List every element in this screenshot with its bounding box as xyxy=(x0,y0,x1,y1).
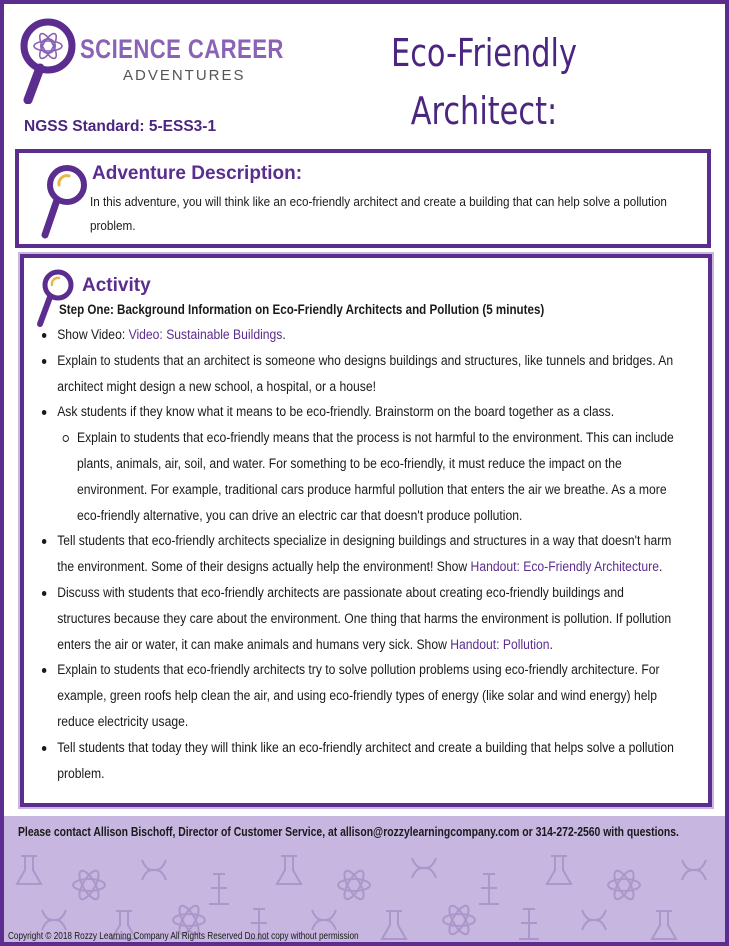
activity-bullet xyxy=(32,348,678,400)
activity-box xyxy=(20,254,712,807)
adventure-description-box xyxy=(15,149,711,248)
activity-bullet xyxy=(32,580,678,657)
adventure-description-text: In this adventure, you will think like an eco-friendly architect and create a building that can help solve a pollution problem. xyxy=(90,194,667,233)
step-one-heading: Step One: Background Information on Eco-Friendly Architects and Pollution (5 minutes) xyxy=(59,302,545,317)
activity-bullet xyxy=(32,322,678,348)
copyright: Copyright © 2018 Rozzy Learning Company All Rights Reserved Do not copy without permission xyxy=(8,931,359,942)
resource-link[interactable]: Video: Sustainable Buildings xyxy=(128,327,283,342)
activity-bullet xyxy=(32,528,678,580)
bullet-text: Show Video: xyxy=(57,327,129,342)
resource-link[interactable]: Handout: Eco-Friendly Architecture xyxy=(470,559,659,575)
page-title-line-1: Eco-Friendly Architect: xyxy=(391,31,577,133)
resource-link[interactable]: Handout: Pollution xyxy=(450,636,550,652)
ngss-standard: NGSS Standard: 5-ESS3-1 xyxy=(24,118,217,135)
bullet-text: Explain to students that eco-friendly means that the process is not harmful to the environment. This can include plants, animals, air, soil, and water. For something to be eco-friendly, it must reduce the impact on the environment. For example, traditional cars produce harmful pollution that enters the air we breathe. As a more eco-friendly alternative, you can drive an electric car that doesn't produce pollution. xyxy=(77,430,674,523)
activity-bullet xyxy=(32,735,678,787)
activity-bullet xyxy=(32,657,678,734)
adventure-description-heading: Adventure Description: xyxy=(92,163,303,184)
bullet-text: Explain to students that eco-friendly architects try to solve pollution problems using eco-friendly architecture. For example, green roofs help clean the air, and using eco-friendly types of energy (like solar and wind energy) help reduce electricity usage. xyxy=(57,662,660,729)
bullet-punctuation: . xyxy=(282,327,286,342)
activity-bullet xyxy=(32,399,678,425)
magnifier-logo-icon xyxy=(18,16,84,104)
bullet-punctuation: . xyxy=(549,636,553,652)
activity-list xyxy=(32,322,678,786)
contact-info: Please contact Allison Bischoff, Director of Customer Service, at allison@rozzylearningcompany.com or 314-272-2560 with questions. xyxy=(18,824,679,839)
logo-subtitle: ADVENTURES xyxy=(123,67,246,84)
magnifier-icon xyxy=(36,268,76,328)
activity-sub-bullet xyxy=(32,425,678,528)
science-pattern-background xyxy=(4,840,725,942)
bullet-text: Discuss with students that eco-friendly architects are passionate about creating eco-friendly buildings and structures because they care about the environment. One thing that harms the environment is pollution. If pollution enters the air or water, it can make animals and humans very sick. Show xyxy=(57,584,672,652)
bullet-punctuation: . xyxy=(658,559,663,575)
logo-title: SCIENCE CAREER xyxy=(80,34,284,64)
bullet-text: Tell students that eco-friendly architects specialize in designing buildings and structures in a way that doesn't harm the environment. Some of their designs actually help the environment! Show xyxy=(57,533,672,575)
footer xyxy=(4,816,725,942)
bullet-text: Explain to students that an architect is someone who designs buildings and structures, like tunnels and bridges. An architect might design a new school, a hospital, or a house! xyxy=(57,352,674,394)
magnifier-icon xyxy=(41,163,89,241)
activity-heading: Activity xyxy=(82,275,151,296)
bullet-text: Tell students that today they will think like an eco-friendly architect and create a building that helps solve a pollution problem. xyxy=(57,739,674,781)
bullet-text: Ask students if they know what it means to be eco-friendly. Brainstorm on the board together as a class. xyxy=(57,404,615,420)
logo xyxy=(18,16,284,106)
